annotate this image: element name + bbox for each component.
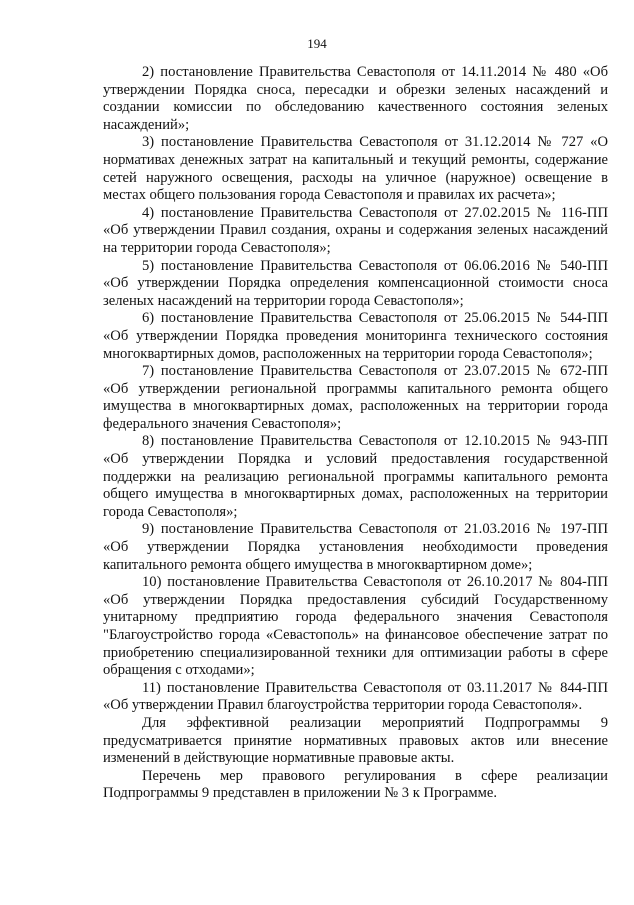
paragraph-measures-list: Перечень мер правового регулирования в сфере реализации Подпрограммы 9 представлен в приложении № 3 к Программе. <box>103 767 608 802</box>
paragraph-effective-implementation: Для эффективной реализации мероприятий Подпрограммы 9 предусматривается принятие нормативных правовых актов или внесение изменений в действующие нормативные правовые акты. <box>103 714 608 767</box>
paragraph-item-2: 2) постановление Правительства Севастополя от 14.11.2014 № 480 «Об утверждении Порядка сноса, пересадки и обрезки зеленых насаждений и создании комиссии по обследованию качественного состояния зеленых насаждений»; <box>103 64 608 133</box>
paragraph-item-3: 3) постановление Правительства Севастополя от 31.12.2014 № 727 «О нормативах денежных затрат на капитальный и текущий ремонты, содержание сетей наружного освещения, расходы на уличное (наружное) освещение в местах общего пользования города Севастополя и правилах их расчета»; <box>103 134 608 204</box>
paragraph-item-7: 7) постановление Правительства Севастополя от 23.07.2015 № 672-ПП «Об утверждении региональной программы капитального ремонта общего имущества в многоквартирных домах, расположенных на территории города федерального значения Севастополя»; <box>103 363 608 432</box>
paragraph-item-5: 5) постановление Правительства Севастополя от 06.06.2016 № 540-ПП «Об утверждении Порядка определения компенсационной стоимости сноса зеленых насаждений на территории города Севастополя»; <box>103 257 608 309</box>
paragraph-item-9: 9) постановление Правительства Севастополя от 21.03.2016 № 197-ПП «Об утверждении Порядка установления необходимости проведения капитального ремонта общего имущества в многоквартирном доме»; <box>103 521 608 573</box>
paragraph-item-4: 4) постановление Правительства Севастополя от 27.02.2015 № 116-ПП «Об утверждении Правил создания, охраны и содержания зеленых насаждений на территории города Севастополя»; <box>103 204 608 256</box>
document-body <box>103 64 608 803</box>
paragraph-item-6: 6) постановление Правительства Севастополя от 25.06.2015 № 544-ПП «Об утверждении Порядка проведения мониторинга технического состояния многоквартирных домов, расположенных на территории города Севастополя»; <box>103 310 608 362</box>
paragraph-item-10: 10) постановление Правительства Севастополя от 26.10.2017 № 804-ПП «Об утверждении Порядка предоставления субсидий Государственному унитарному предприятию города федерального значения Севастополя "Благоустройство города «Севастополь» на финансовое обеспечение затрат по приобретению специализированной техники для оптимизации работы в сфере обращения с отходами»; <box>103 574 608 679</box>
paragraph-item-8: 8) постановление Правительства Севастополя от 12.10.2015 № 943-ПП «Об утверждении Порядка и условий предоставления государственной поддержки на реализацию региональной программы капитального ремонта общего имущества в многоквартирных домах, расположенных на территории города Севастополя»; <box>103 433 608 520</box>
paragraph-item-11: 11) постановление Правительства Севастополя от 03.11.2017 № 844-ПП «Об утверждении Правил благоустройства территории города Севастополя». <box>103 679 608 714</box>
page-number: 194 <box>307 36 327 51</box>
